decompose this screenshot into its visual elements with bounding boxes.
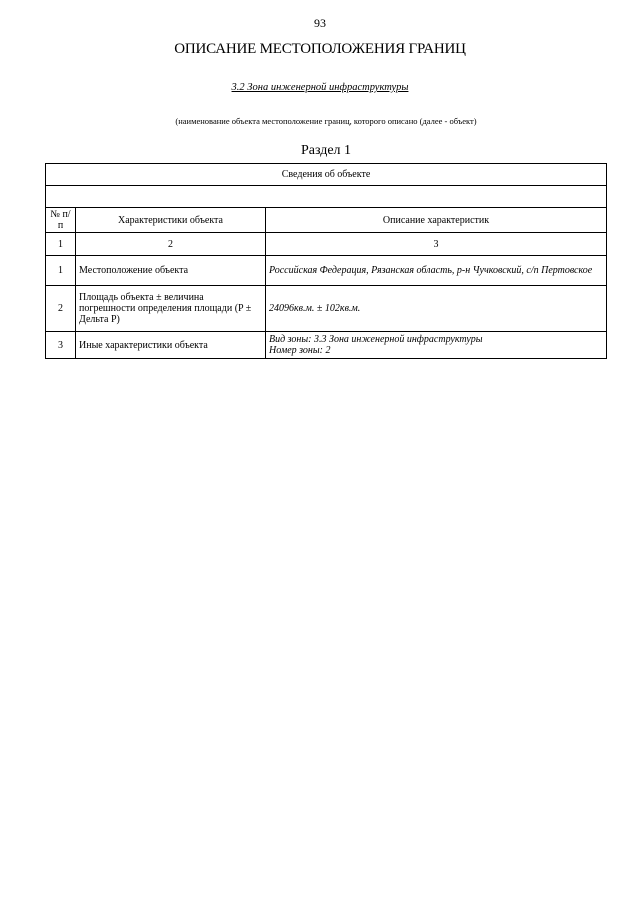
description-line: Номер зоны: 2: [269, 345, 331, 356]
row-number: 3: [46, 332, 76, 359]
row-number: 2: [46, 286, 76, 332]
column-header-description: Описание характеристик: [266, 208, 607, 233]
row-characteristic: Местоположение объекта: [76, 256, 266, 286]
table-spacer-cell: [46, 186, 607, 208]
table-row: [46, 332, 607, 359]
row-number: 1: [46, 256, 76, 286]
description-line: 24096кв.м. ± 102кв.м.: [269, 303, 361, 314]
section-title: Раздел 1: [300, 143, 352, 158]
object-info-table: [45, 163, 607, 359]
document-title: ОПИСАНИЕ МЕСТОПОЛОЖЕНИЯ ГРАНИЦ: [174, 41, 466, 57]
row-description: [266, 332, 607, 359]
column-number-2: 2: [76, 233, 266, 256]
description-line: Вид зоны: 3.3 Зона инженерной инфраструктуры: [269, 334, 483, 345]
table-row: [46, 286, 607, 332]
row-characteristic: Иные характеристики объекта: [76, 332, 266, 359]
column-header-characteristic: Характеристики объекта: [76, 208, 266, 233]
column-number-3: 3: [266, 233, 607, 256]
table-spacer-row: [46, 186, 607, 208]
table-row: [46, 256, 607, 286]
object-name: 3.2 Зона инженерной инфраструктуры: [231, 82, 409, 93]
row-description: [266, 286, 607, 332]
page-number: 93: [314, 16, 326, 30]
column-header-num: № п/п: [46, 208, 76, 233]
row-description: [266, 256, 607, 286]
table-header: Сведения об объекте: [46, 164, 607, 186]
object-caption: (наименование объекта местоположение границ, которого описано (далее - объект): [175, 116, 477, 126]
column-number-1: 1: [46, 233, 76, 256]
row-characteristic: Площадь объекта ± величина погрешности определения площади (P ± Дельта P): [76, 286, 266, 332]
table-header-row: [46, 164, 607, 186]
column-number-row: [46, 233, 607, 256]
column-header-row: [46, 208, 607, 233]
description-line: Российская Федерация, Рязанская область, р-н Чучковский, с/п Пертовское: [269, 265, 593, 276]
